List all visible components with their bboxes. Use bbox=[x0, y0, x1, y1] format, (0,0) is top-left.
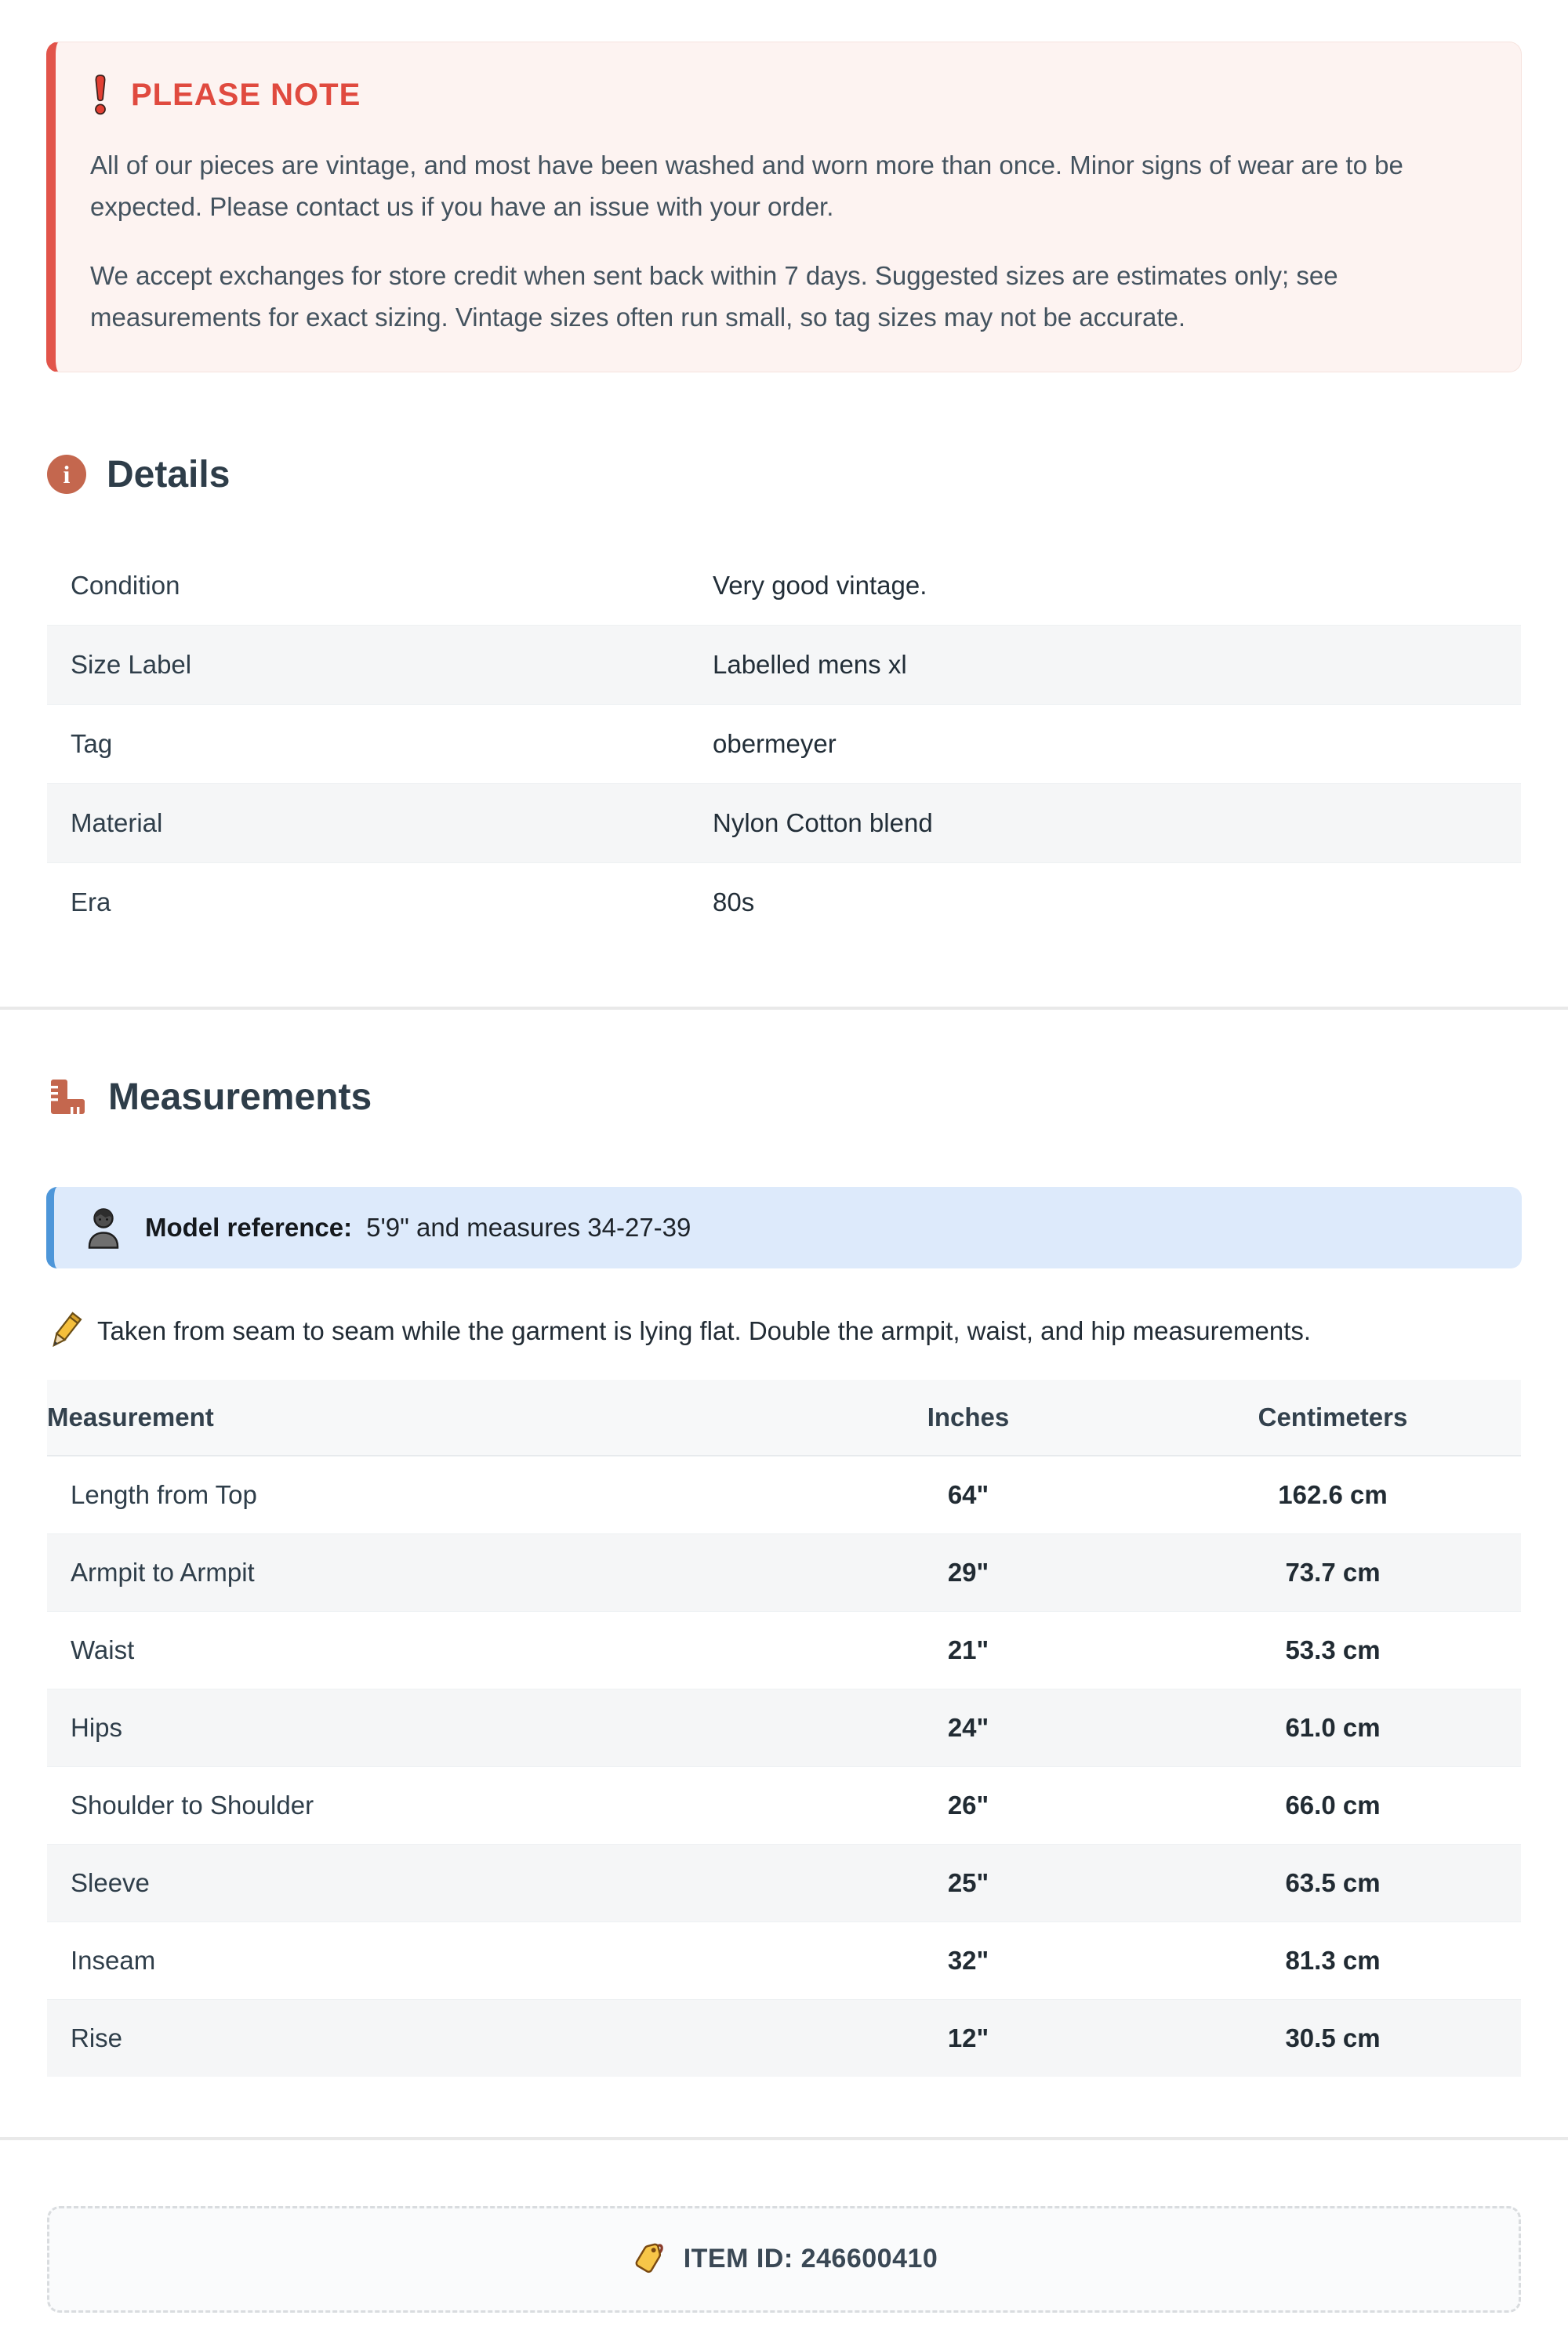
detail-value: obermeyer bbox=[713, 728, 837, 758]
table-row bbox=[47, 1689, 1521, 1766]
details-heading bbox=[47, 453, 1521, 496]
table-header-row bbox=[47, 1380, 1521, 1456]
col-header-centimeters: Centimeters bbox=[1258, 1402, 1408, 1432]
table-row bbox=[47, 1456, 1521, 1533]
model-reference-callout bbox=[46, 1187, 1522, 1268]
detail-value: Labelled mens xl bbox=[713, 649, 907, 679]
details-table bbox=[47, 546, 1521, 942]
exclamation-icon bbox=[90, 74, 111, 116]
measurement-inches: 25" bbox=[947, 1867, 989, 1897]
measurement-note bbox=[47, 1311, 1521, 1352]
table-row bbox=[47, 625, 1521, 704]
detail-value: Very good vintage. bbox=[713, 570, 927, 600]
measurement-cm: 162.6 cm bbox=[1278, 1479, 1388, 1509]
measurements-title: Measurements bbox=[108, 1076, 372, 1118]
measurement-cm: 30.5 cm bbox=[1285, 2023, 1381, 2052]
col-header-measurement: Measurement bbox=[47, 1402, 214, 1432]
alert-paragraph-1: All of our pieces are vintage, and most have been washed and worn more than once. Minor signs of wear are to be expected. Please contact us if you have an issue with your order. bbox=[90, 151, 1403, 222]
measurement-name: Waist bbox=[71, 1635, 135, 1664]
model-reference-label: Model reference: bbox=[145, 1212, 353, 1242]
measurement-name: Shoulder to Shoulder bbox=[71, 1790, 314, 1820]
pencil-icon bbox=[47, 1311, 83, 1352]
col-header-inches: Inches bbox=[927, 1402, 1010, 1432]
table-row bbox=[47, 1921, 1521, 1999]
detail-label: Material bbox=[71, 807, 163, 837]
measurements-heading bbox=[47, 1076, 1521, 1119]
section-divider bbox=[0, 2137, 1568, 2140]
measurement-inches: 24" bbox=[947, 1712, 989, 1742]
measurement-name: Hips bbox=[71, 1712, 123, 1742]
table-row bbox=[47, 546, 1521, 625]
model-reference-value: 5'9" and measures 34-27-39 bbox=[366, 1212, 691, 1242]
tag-icon bbox=[630, 2241, 666, 2277]
table-row bbox=[47, 1611, 1521, 1689]
table-row bbox=[47, 704, 1521, 783]
table-row bbox=[47, 1999, 1521, 2077]
measurement-name: Rise bbox=[71, 2023, 123, 2052]
measurement-name: Armpit to Armpit bbox=[71, 1557, 255, 1587]
measurement-cm: 53.3 cm bbox=[1285, 1635, 1381, 1664]
detail-value: Nylon Cotton blend bbox=[713, 807, 933, 837]
detail-label: Condition bbox=[71, 570, 180, 600]
person-icon bbox=[85, 1206, 122, 1250]
table-row bbox=[47, 862, 1521, 942]
table-row bbox=[47, 1844, 1521, 1921]
section-divider bbox=[0, 1007, 1568, 1010]
measurement-note-text: Taken from seam to seam while the garment is lying flat. Double the armpit, waist, and hip measurements. bbox=[97, 1315, 1312, 1345]
detail-label: Tag bbox=[71, 728, 113, 758]
measurement-cm: 66.0 cm bbox=[1285, 1790, 1381, 1820]
measurement-name: Inseam bbox=[71, 1945, 156, 1975]
model-reference-text bbox=[145, 1213, 691, 1243]
measurement-cm: 61.0 cm bbox=[1285, 1712, 1381, 1742]
measurement-inches: 29" bbox=[947, 1557, 989, 1587]
measurement-cm: 73.7 cm bbox=[1285, 1557, 1381, 1587]
detail-value: 80s bbox=[713, 887, 755, 916]
alert-title-row bbox=[90, 74, 1483, 116]
measurement-inches: 32" bbox=[947, 1945, 989, 1975]
table-row bbox=[47, 1766, 1521, 1844]
item-id-text: ITEM ID: 246600410 bbox=[683, 2244, 938, 2274]
measurement-cm: 63.5 cm bbox=[1285, 1867, 1381, 1897]
please-note-alert bbox=[46, 42, 1522, 372]
ruler-icon bbox=[47, 1076, 88, 1117]
measurement-inches: 64" bbox=[947, 1479, 989, 1509]
alert-paragraph-2: We accept exchanges for store credit when sent back within 7 days. Suggested sizes are estimates only; see measurements for exact sizing. Vintage sizes often run small, so tag sizes may not be accurate. bbox=[90, 260, 1338, 332]
measurements-table bbox=[47, 1380, 1521, 2077]
info-icon: i bbox=[47, 455, 86, 494]
measurement-cm: 81.3 cm bbox=[1285, 1945, 1381, 1975]
measurement-inches: 21" bbox=[947, 1635, 989, 1664]
table-row bbox=[47, 783, 1521, 862]
measurement-inches: 12" bbox=[947, 2023, 989, 2052]
item-id-box bbox=[47, 2206, 1521, 2313]
details-title: Details bbox=[107, 453, 230, 495]
measurement-inches: 26" bbox=[947, 1790, 989, 1820]
table-row bbox=[47, 1533, 1521, 1611]
detail-label: Era bbox=[71, 887, 111, 916]
measurement-name: Sleeve bbox=[71, 1867, 150, 1897]
alert-title: PLEASE NOTE bbox=[131, 77, 361, 112]
measurement-name: Length from Top bbox=[71, 1479, 257, 1509]
detail-label: Size Label bbox=[71, 649, 192, 679]
